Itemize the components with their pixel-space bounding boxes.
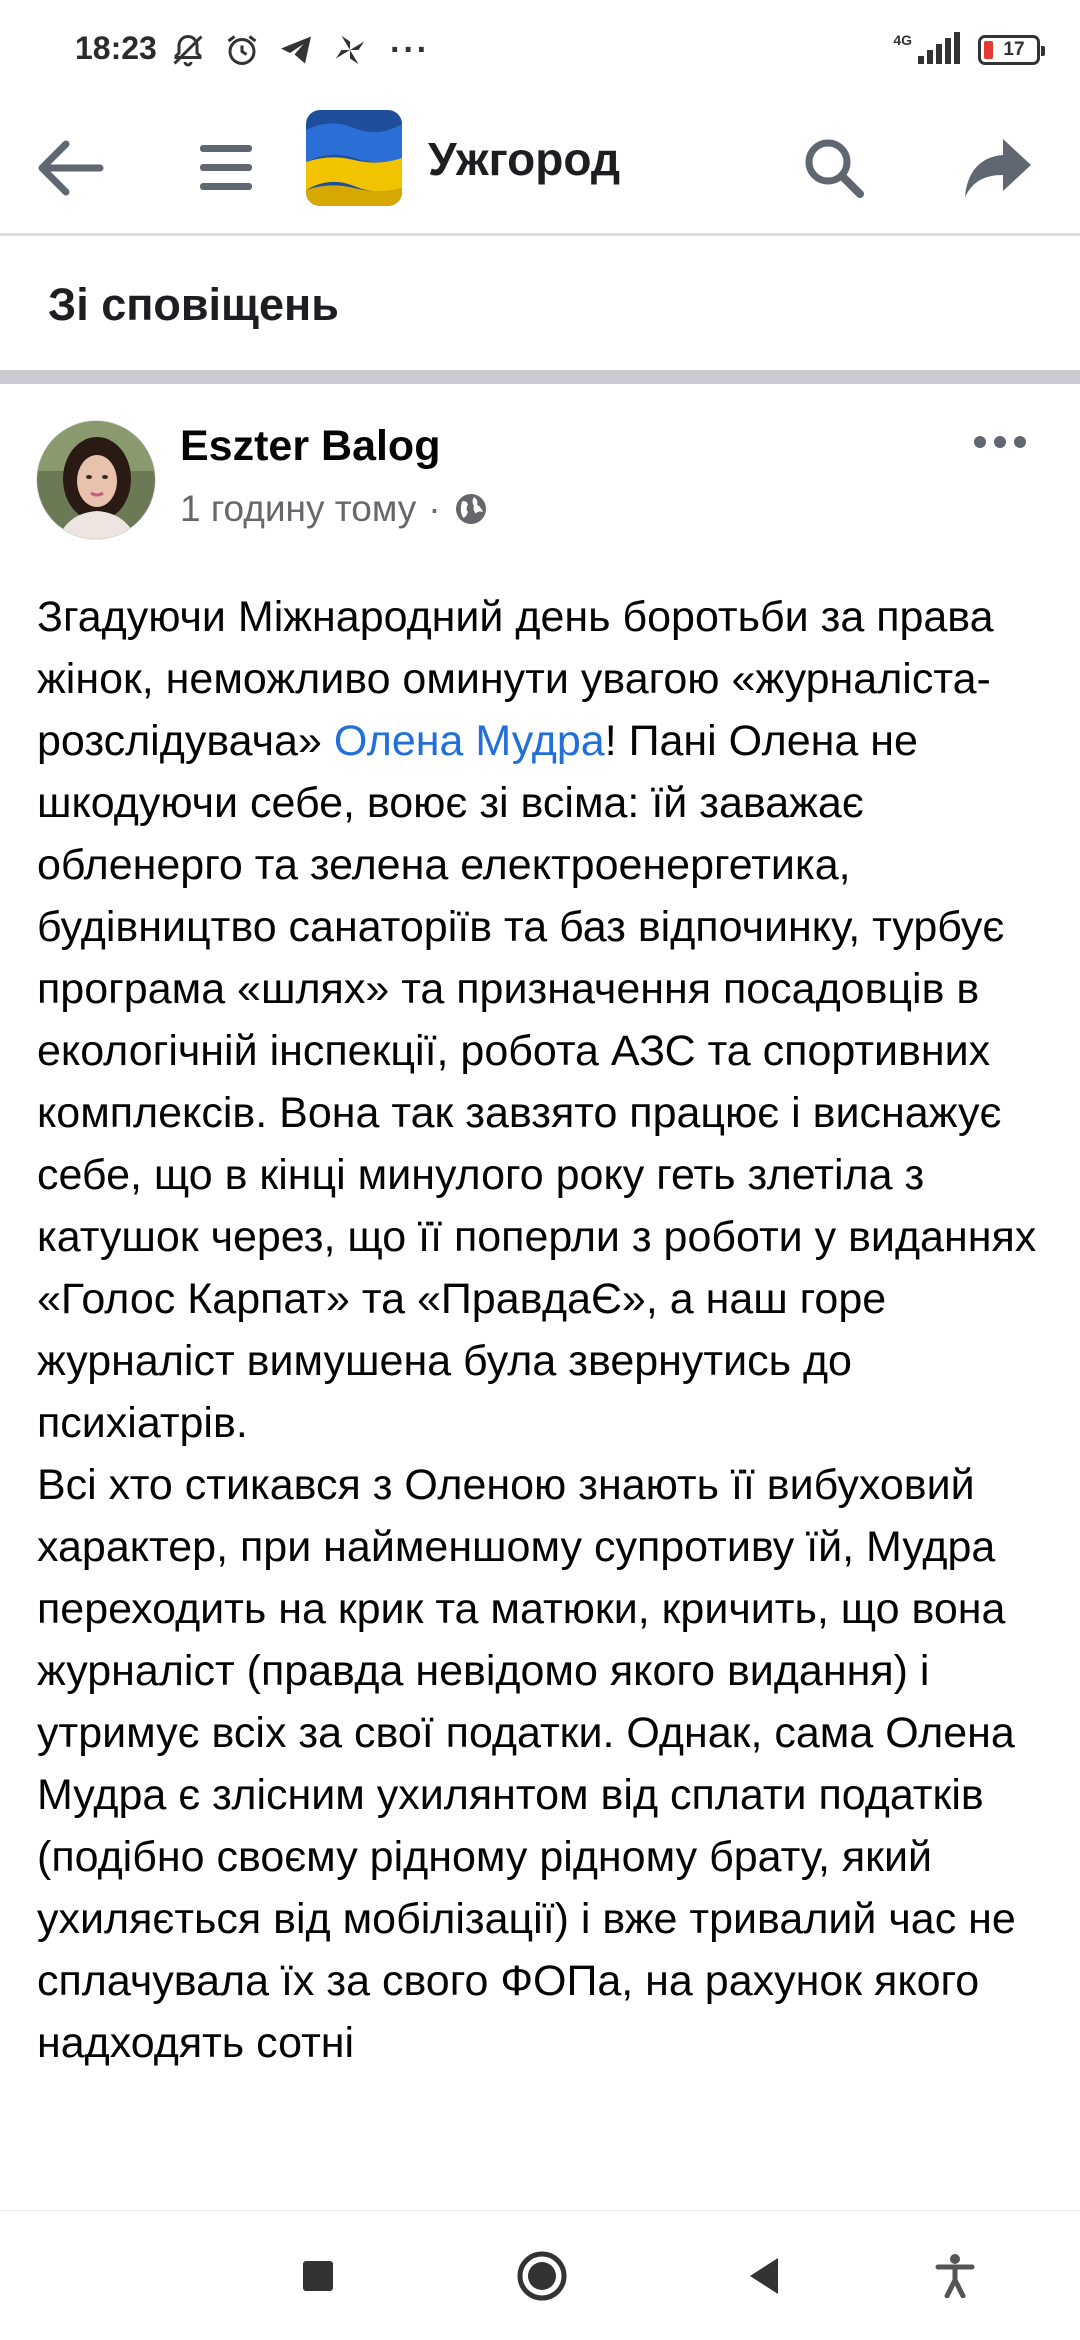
notifications-off-icon bbox=[168, 30, 208, 70]
post-paragraph bbox=[37, 586, 1047, 1454]
post-timestamp[interactable]: 1 годину тому bbox=[180, 488, 417, 529]
home-button[interactable] bbox=[512, 2246, 572, 2306]
mention-link[interactable]: Олена Мудра bbox=[333, 717, 605, 765]
status-icons-left bbox=[168, 28, 430, 72]
section-title: Зі сповіщень bbox=[48, 279, 339, 330]
section-header bbox=[0, 239, 1080, 370]
search-button[interactable] bbox=[794, 128, 874, 208]
accessibility-icon bbox=[934, 2254, 976, 2298]
avatar[interactable] bbox=[36, 420, 156, 540]
post-paragraph: Всі хто стикався з Оленою знають її вибуховий характер, при найменшому супротиву їй, Мудра переходить на крик та матюки, кричить, що вона журналіст (правда невідомо якого видання) і утримує всіх за свої податки. Однак, сама Олена Мудра є злісним ухилянтом від сплати податків (подібно своєму рідному рідному брату, який ухиляється від мобілізації) і вже тривалий час не сплачувала їх за свого ФОПа, на рахунок якого надходять сотні bbox=[37, 1461, 1016, 2067]
group-avatar[interactable] bbox=[306, 110, 402, 206]
network-type: 4G bbox=[893, 32, 912, 48]
home-icon bbox=[516, 2250, 568, 2302]
section-divider bbox=[0, 370, 1080, 384]
system-back-button[interactable] bbox=[734, 2246, 794, 2306]
menu-icon bbox=[200, 143, 252, 193]
status-bar bbox=[0, 0, 1080, 100]
status-time: 18:23 bbox=[75, 30, 157, 66]
pinwheel-icon bbox=[330, 30, 370, 70]
status-overflow: ··· bbox=[390, 30, 430, 69]
post-text-segment: ! Пані Олена не шкодуючи себе, воює зі всіма: їй заважає обленерго та зелена електроенергетика, будівництво санаторіїв та баз відпочинку, турбує програма «шлях» та призначення посадовців в екологічній інспекції, робота АЗС та спортивних комплексів. Вона так завзято працює і виснажує себе, що в кінці минулого року геть злетіла з катушок через, що її поперли з роботи у виданнях «Голос Карпат» та «ПравдаЄ», а наш горе журналіст вимушена була звернутись до психіатрів. bbox=[37, 717, 1037, 1447]
share-icon bbox=[963, 137, 1033, 199]
status-icons-right bbox=[883, 28, 1040, 72]
search-icon bbox=[802, 136, 866, 200]
menu-button[interactable] bbox=[186, 128, 266, 208]
battery-icon bbox=[978, 35, 1040, 65]
ukrainian-flag-image bbox=[306, 110, 402, 206]
app-header bbox=[0, 100, 1080, 236]
back-button[interactable] bbox=[30, 128, 110, 208]
share-button[interactable] bbox=[958, 128, 1038, 208]
more-options-button[interactable] bbox=[962, 422, 1038, 462]
signal-icon bbox=[918, 32, 962, 69]
author-name[interactable]: Eszter Balog bbox=[180, 422, 441, 470]
battery-level: 17 bbox=[1003, 39, 1025, 60]
meta-separator: · bbox=[428, 488, 441, 529]
group-name[interactable]: Ужгород bbox=[428, 133, 621, 185]
post-text bbox=[37, 586, 1047, 2074]
accessibility-button[interactable] bbox=[925, 2246, 985, 2306]
back-icon bbox=[746, 2256, 782, 2296]
recent-apps-button[interactable] bbox=[288, 2246, 348, 2306]
system-nav-bar bbox=[0, 2210, 1080, 2340]
more-options-icon bbox=[974, 435, 1026, 449]
recent-apps-icon bbox=[301, 2259, 335, 2293]
back-arrow-icon bbox=[36, 138, 104, 198]
alarm-icon bbox=[222, 30, 262, 70]
globe-icon bbox=[453, 491, 489, 527]
post-card bbox=[0, 384, 1080, 2210]
author-photo bbox=[37, 421, 156, 540]
telegram-icon bbox=[276, 30, 316, 70]
post-meta bbox=[180, 488, 489, 530]
post-text-segment: Згадуючи Міжнародний день боротьби за права жінок, неможливо оминути увагою «журналіста-розслідувача» bbox=[37, 593, 994, 765]
